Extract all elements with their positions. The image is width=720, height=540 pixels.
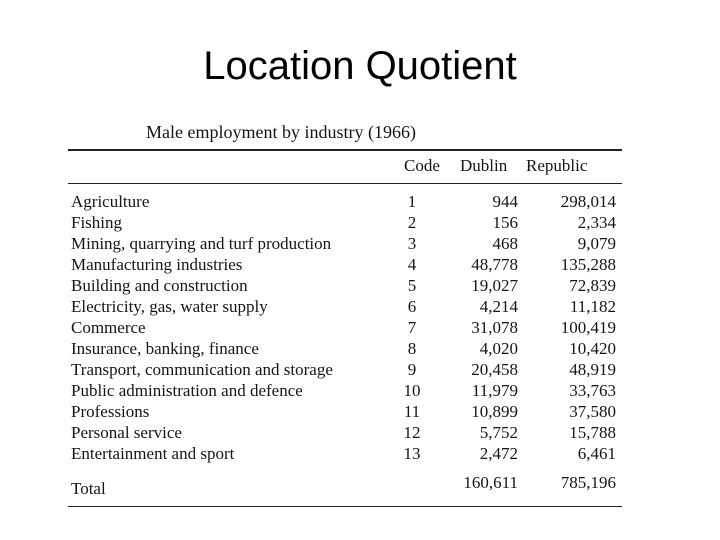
code-cell: 6	[407, 297, 417, 316]
republic-cell: 135,288	[560, 255, 616, 274]
republic-cell: 2,334	[577, 213, 616, 232]
industry-cell: Electricity, gas, water supply	[71, 297, 268, 316]
dublin-cell: 10,899	[471, 402, 518, 421]
table-row	[66, 297, 622, 318]
dublin-cell: 4,020	[479, 339, 518, 358]
table-row	[66, 402, 622, 423]
republic-cell: 37,580	[569, 402, 616, 421]
dublin-cell: 4,214	[479, 297, 518, 316]
dublin-cell: 944	[492, 192, 518, 211]
table-row	[66, 276, 622, 297]
header-dublin: Dublin	[460, 156, 508, 175]
industry-cell: Manufacturing industries	[71, 255, 243, 274]
industry-cell: Fishing	[71, 213, 123, 232]
republic-cell: 15,788	[569, 423, 616, 442]
table-row	[66, 444, 622, 465]
industry-cell: Insurance, banking, finance	[71, 339, 259, 358]
table-row	[66, 339, 622, 360]
industry-cell: Commerce	[71, 318, 146, 337]
republic-cell: 100,419	[560, 318, 616, 337]
republic-cell: 10,420	[569, 339, 616, 358]
industry-cell: Professions	[71, 402, 150, 421]
industry-cell: Public administration and defence	[71, 381, 303, 400]
dublin-cell: 156	[492, 213, 518, 232]
industry-cell: Personal service	[71, 423, 182, 442]
industry-cell: Entertainment and sport	[71, 444, 235, 463]
industry-cell: Transport, communication and storage	[71, 360, 333, 379]
table-row	[66, 192, 622, 213]
code-cell: 12	[403, 423, 421, 442]
total-label: Total	[71, 479, 106, 498]
code-cell: 4	[407, 255, 417, 274]
republic-cell: 72,839	[569, 276, 616, 295]
republic-cell: 6,461	[577, 444, 616, 463]
table-row	[66, 255, 622, 276]
dublin-cell: 19,027	[471, 276, 518, 295]
table-row	[66, 381, 622, 402]
code-cell: 13	[403, 444, 421, 463]
code-cell: 8	[407, 339, 417, 358]
code-cell: 3	[407, 234, 417, 253]
table-row	[66, 360, 622, 381]
total-row	[66, 473, 622, 498]
total-dublin: 160,611	[463, 473, 518, 492]
republic-cell: 48,919	[569, 360, 616, 379]
table-row	[66, 318, 622, 339]
code-cell: 5	[407, 276, 417, 295]
republic-cell: 298,014	[560, 192, 616, 211]
republic-cell: 11,182	[569, 297, 616, 316]
table-caption: Male employment by industry (1966)	[146, 122, 416, 142]
top-rule	[68, 149, 622, 151]
scanned-table	[66, 118, 626, 514]
code-cell: 10	[403, 381, 421, 400]
bottom-rule	[68, 506, 622, 507]
code-cell: 11	[403, 402, 421, 421]
table-row	[66, 213, 622, 234]
code-cell: 9	[407, 360, 417, 379]
republic-cell: 9,079	[577, 234, 616, 253]
header-rule	[68, 183, 622, 184]
table-row	[66, 234, 622, 255]
dublin-cell: 11,979	[471, 381, 518, 400]
table-row	[66, 423, 622, 444]
code-cell: 7	[407, 318, 417, 337]
industry-cell: Mining, quarrying and turf production	[71, 234, 332, 253]
dublin-cell: 31,078	[471, 318, 518, 337]
industry-cell: Building and construction	[71, 276, 248, 295]
code-cell: 2	[407, 213, 417, 232]
dublin-cell: 48,778	[471, 255, 518, 274]
total-republic: 785,196	[560, 473, 616, 492]
industry-cell: Agriculture	[71, 192, 150, 211]
republic-cell: 33,763	[569, 381, 616, 400]
dublin-cell: 20,458	[471, 360, 518, 379]
header-code: Code	[404, 156, 440, 175]
header-republic: Republic	[526, 156, 588, 175]
dublin-cell: 468	[492, 234, 518, 253]
code-cell: 1	[407, 192, 417, 211]
dublin-cell: 2,472	[479, 444, 518, 463]
dublin-cell: 5,752	[479, 423, 518, 442]
table-body	[66, 192, 622, 465]
slide-title: Location Quotient	[203, 44, 517, 88]
